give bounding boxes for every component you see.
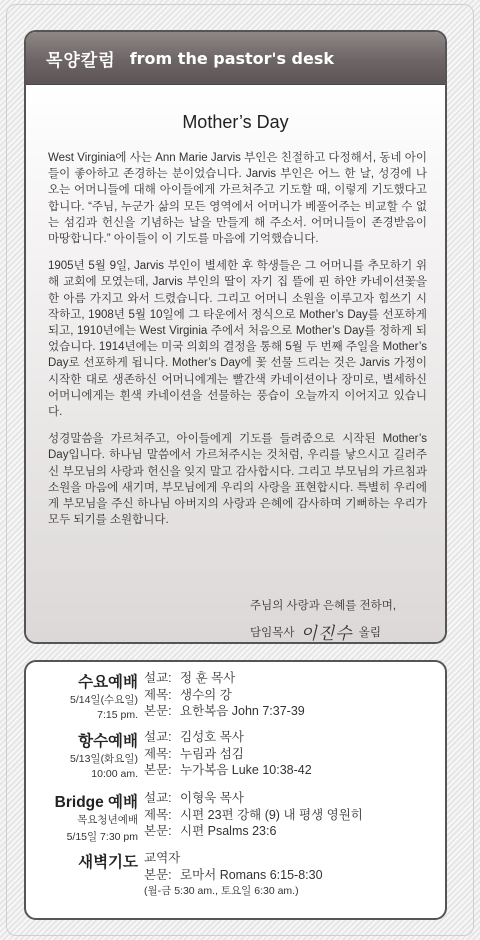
detail-row — [144, 790, 363, 807]
signature-name: 이진수 — [300, 624, 353, 644]
detail-label: 설교: — [144, 730, 172, 744]
detail-row — [144, 850, 323, 867]
detail-row — [144, 746, 312, 763]
detail-text: 교역자 — [144, 851, 181, 865]
service-group: 목요청년예배 — [77, 814, 138, 826]
detail-row — [144, 807, 363, 824]
detail-label: 설교: — [144, 791, 172, 805]
detail-text: 김성호 목사 — [180, 730, 244, 744]
detail-label: 본문: — [144, 824, 172, 838]
detail-text: 시편 23편 강해 (9) 내 평생 영원히 — [180, 807, 363, 822]
detail-label: 본문: — [144, 704, 172, 718]
column-header — [26, 32, 445, 85]
service-details — [144, 790, 363, 840]
service-time: 10:00 am. — [91, 768, 138, 780]
detail-row — [144, 823, 363, 840]
detail-label: 본문: — [144, 867, 172, 882]
detail-text: 생수의 강 — [180, 687, 232, 702]
column-paragraph: 1905년 5월 9일, Jarvis 부인이 별세한 후 학생들은 그 어머니를 추모하기 위해 교회에 모였는데, Jarvis 부인의 딸이 자기 집 뜰에 핀 하얀 카네이션꽃을 한 아름 가지고 와서 드렸습니다. 그리고 어머니 소원을 이루고자 힘쓰기 시작하고, 1908년 5월 10일에 그 타운에서 정식으로 Mother’s Day를 선포하게 되고, 1910년에는 West Virginia 주에서 처음으로 Mother’s Day를 정하게 되었습니다. 1914년에는 미국 의회의 결정을 통해 5월 두 번째 주일을 Mother’s Day로 선포하게 됩니다. Mother’s Day에 꽃 선물 드리는 것은 Jarvis 가정이 시작한 대로 생존하신 어머니에게는 빨간색 카네이션이나 장미로, 별세하신 어머니에게는 흰색 카네이션을 선물하는 풍습이 오늘까지 이어지고 있습니다. — [48, 260, 427, 419]
detail-row — [144, 867, 323, 884]
column-header-korean: 목양칼럼 — [46, 50, 116, 71]
column-signature — [250, 619, 381, 644]
detail-label: 제목: — [144, 746, 172, 761]
detail-note: (월-금 5:30 am., 토요일 6:30 am.) — [144, 885, 299, 897]
service-details — [144, 670, 305, 720]
service-time: 5/15일 7:30 pm — [66, 831, 138, 843]
detail-row — [144, 703, 305, 720]
column-body — [48, 150, 427, 539]
column-title: Mother’s Day — [182, 112, 289, 132]
detail-text: 누가복음 Luke 10:38-42 — [180, 763, 312, 777]
detail-row — [144, 762, 312, 779]
detail-label: 제목: — [144, 807, 172, 822]
detail-text: 로마서 Romans 6:15-8:30 — [180, 867, 323, 882]
service-time: 7:15 pm. — [97, 709, 138, 721]
column-paragraph: 성경말씀을 가르쳐주고, 아이들에게 기도를 들려줌으로 시작된 Mother’s Day입니다. 하나님 말씀에서 가르쳐주시는 것처럼, 우리를 낳으시고 길러주신 부모님의 사랑과 헌신을 잊지 말고 감사합시다. 그리고 부모님의 가르침과 소원을 마음에 새기며, 부모님에게 우리의 사랑을 표현합시다. 특별히 우리에게 부모님을 주신 하나님 아버지의 사랑과 은혜에 감사하며 기뻐하는 우리가 모두 되기를 소원합니다. — [48, 433, 427, 527]
detail-label: 설교: — [144, 671, 172, 685]
column-paragraph: West Virginia에 사는 Ann Marie Jarvis 부인은 친절하고 다정해서, 동네 아이들이 좋아하고 존경하는 분이었습니다. Jarvis 부인은 어느 한 날, 성경에 나오는 어머니들에 대해 아이들에게 가르쳐주고 기도할 때, 이렇게 기도했다고 합니다. “주님, 누군가 삶의 모든 영역에서 어머니가 베풀어주는 비교할 수 없는 섬김과 헌신을 기념하는 날을 만들게 해 주소서. 어머니들이 존경받음이 마땅합니다.” 아이들이 이 기도를 마음에 기억했습니다. — [48, 152, 427, 246]
detail-row — [144, 687, 305, 704]
detail-text: 누림과 섬김 — [180, 746, 244, 761]
detail-row — [144, 729, 312, 746]
detail-row — [144, 670, 305, 687]
service-name: 새벽기도 — [78, 854, 138, 871]
column-closing: 주님의 사랑과 은혜를 전하며, — [250, 600, 397, 612]
service-name: 수요예배 — [78, 674, 138, 691]
service-date: 5/13일(화요일) — [69, 753, 138, 765]
service-date: 5/14일(수요일) — [69, 694, 138, 706]
detail-text: 시편 Psalms 23:6 — [180, 824, 277, 838]
detail-text: 정 훈 목사 — [180, 671, 236, 685]
signature-prefix: 담임목사 — [250, 626, 295, 639]
detail-label: 본문: — [144, 763, 172, 777]
column-header-english: from the pastor's desk — [129, 48, 335, 68]
signature-suffix: 올림 — [358, 626, 381, 639]
service-schedule-card — [24, 660, 447, 920]
service-details — [144, 729, 312, 779]
pastor-column-card — [24, 30, 447, 644]
service-name: 항수예배 — [78, 733, 138, 750]
detail-text: 이형욱 목사 — [180, 791, 244, 805]
service-details — [144, 850, 323, 900]
detail-row — [144, 883, 323, 900]
detail-text: 요한복음 John 7:37-39 — [180, 704, 305, 718]
detail-label: 제목: — [144, 687, 172, 702]
service-name: Bridge 예배 — [54, 794, 138, 811]
